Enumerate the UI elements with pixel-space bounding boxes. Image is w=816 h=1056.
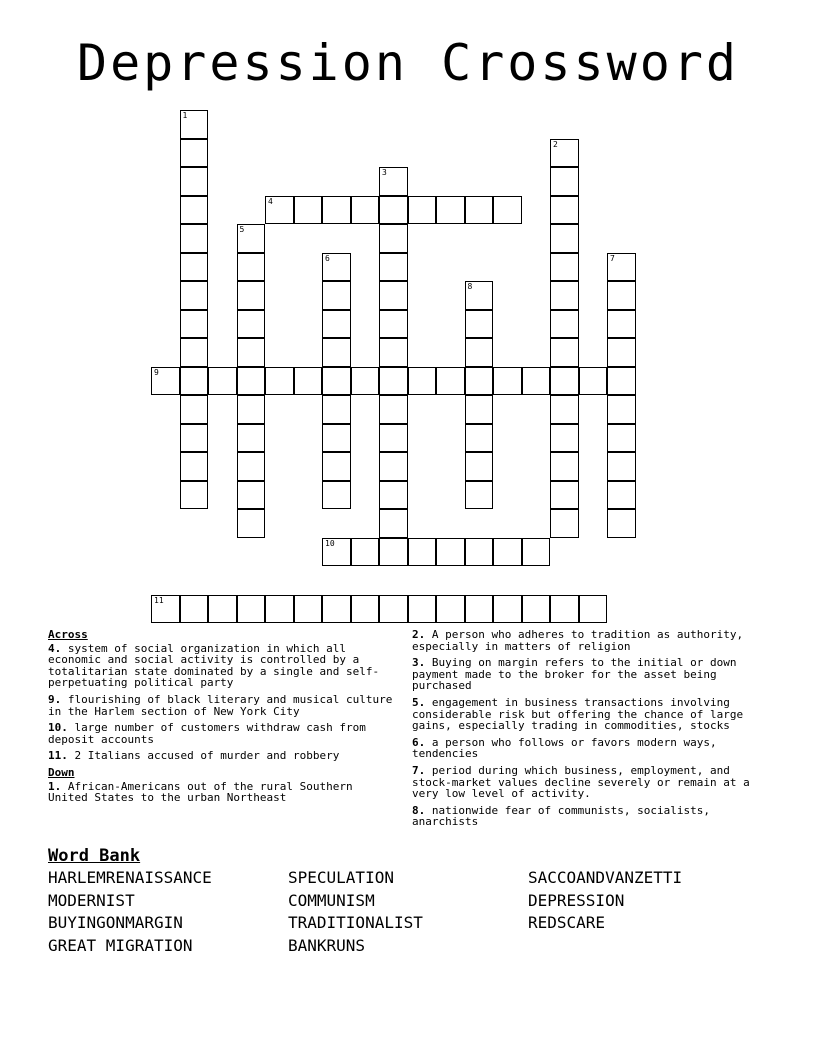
grid-cell[interactable]: [522, 367, 551, 396]
word-bank-entry: DEPRESSION: [528, 890, 625, 910]
clue-item: [412, 805, 772, 828]
grid-cell[interactable]: [180, 481, 209, 510]
clue-text: a person who follows or favors modern ways, tendencies: [412, 735, 717, 761]
grid-cell[interactable]: [379, 595, 408, 624]
grid-cell[interactable]: [237, 509, 266, 538]
grid-cell[interactable]: [436, 367, 465, 396]
word-bank-title: Word Bank: [48, 846, 141, 866]
grid-cell[interactable]: [579, 595, 608, 624]
grid-cell[interactable]: [237, 338, 266, 367]
grid-cell[interactable]: [550, 196, 579, 225]
clue-text: A person who adheres to tradition as authority, especially in matters of religion: [412, 628, 744, 653]
clue-text: Buying on margin refers to the initial or down payment made to the broker for the asset being purchased: [412, 656, 737, 693]
word-bank-entry: SPECULATION: [288, 868, 394, 887]
grid-cell[interactable]: [180, 224, 209, 253]
grid-cell[interactable]: [180, 595, 209, 624]
clue-text: flourishing of black literary and musical culture in the Harlem section of New York City: [48, 692, 393, 718]
grid-cell[interactable]: [550, 509, 579, 538]
grid-cell[interactable]: [180, 110, 209, 139]
grid-cell[interactable]: [408, 196, 437, 225]
grid-cell[interactable]: [607, 481, 636, 510]
grid-cell[interactable]: [237, 481, 266, 510]
grid-cell[interactable]: [180, 338, 209, 367]
grid-cell[interactable]: [379, 196, 408, 225]
clue-number: 11: [154, 595, 164, 605]
grid-cell[interactable]: [322, 253, 351, 282]
clue-text: African-Americans out of the rural Southern United States to the urban Northeast: [48, 779, 353, 805]
across-header: Across: [48, 628, 88, 641]
clue-number-label: 2.: [412, 628, 426, 641]
grid-cell[interactable]: [550, 395, 579, 424]
clue-text: period during which business, employment, and stock-market values decline severely or remain at a very low level of activity.: [412, 763, 750, 801]
grid-cell[interactable]: [351, 196, 380, 225]
grid-cell[interactable]: [465, 395, 494, 424]
grid-cell[interactable]: [237, 395, 266, 424]
grid-cell[interactable]: [436, 538, 465, 567]
word-bank-entry: BUYINGONMARGIN: [48, 913, 183, 933]
grid-cell[interactable]: [465, 367, 494, 396]
clue-number: 1: [182, 111, 188, 120]
grid-cell[interactable]: [379, 338, 408, 367]
grid-cell[interactable]: [550, 310, 579, 339]
grid-cell[interactable]: [465, 310, 494, 339]
grid-cell[interactable]: [180, 367, 209, 396]
grid-cell[interactable]: [237, 595, 266, 624]
grid-cell[interactable]: [237, 310, 266, 339]
grid-cell[interactable]: [379, 424, 408, 453]
grid-cell[interactable]: [322, 538, 351, 567]
grid-cell[interactable]: [408, 367, 437, 396]
grid-cell[interactable]: [550, 281, 579, 310]
grid-cell[interactable]: [322, 395, 351, 424]
word-bank-entry: HARLEMRENAISSANCE: [48, 868, 212, 887]
grid-cell[interactable]: [607, 367, 636, 396]
grid-cell[interactable]: [465, 452, 494, 481]
grid-cell[interactable]: [322, 452, 351, 481]
grid-cell[interactable]: [465, 196, 494, 225]
grid-cell[interactable]: [607, 452, 636, 481]
grid-cell[interactable]: [379, 509, 408, 538]
grid-cell[interactable]: [607, 424, 636, 453]
grid-cell[interactable]: [550, 338, 579, 367]
page-title: Depression Crossword: [76, 34, 740, 92]
clue-number-label: 3.: [412, 656, 426, 670]
grid-cell[interactable]: [607, 338, 636, 367]
grid-cell[interactable]: [550, 167, 579, 196]
grid-cell[interactable]: [180, 424, 209, 453]
grid-cell[interactable]: [322, 481, 351, 510]
grid-cell[interactable]: [322, 424, 351, 453]
grid-cell[interactable]: [465, 481, 494, 510]
down-clue-list-left: [48, 781, 393, 804]
grid-cell[interactable]: [493, 538, 522, 567]
grid-cell[interactable]: [294, 367, 323, 396]
grid-cell[interactable]: [322, 196, 351, 225]
grid-cell[interactable]: [237, 224, 266, 253]
clue-number-label: 4.: [48, 641, 62, 655]
grid-cell[interactable]: [351, 595, 380, 624]
grid-cell[interactable]: [237, 452, 266, 481]
clue-item: [48, 781, 393, 804]
clue-number: 2: [553, 139, 558, 149]
grid-cell[interactable]: [265, 367, 294, 396]
clue-number-label: 1.: [48, 779, 62, 793]
clues-right-column: [412, 629, 772, 833]
grid-cell[interactable]: [151, 367, 180, 396]
grid-cell[interactable]: [607, 509, 636, 538]
word-bank-entry: BANKRUNS: [288, 936, 366, 956]
clues-left-column: [48, 629, 393, 809]
grid-cell[interactable]: [237, 367, 266, 396]
grid-cell[interactable]: [379, 281, 408, 310]
clue-number: 8: [467, 282, 473, 291]
word-bank-entry: SACCOANDVANZETTI: [528, 868, 683, 887]
grid-cell[interactable]: [351, 367, 380, 396]
grid-cell[interactable]: [322, 595, 351, 624]
clue-item: [412, 697, 772, 732]
clue-item: [48, 694, 393, 717]
grid-cell[interactable]: [351, 538, 380, 567]
clue-text: large number of customers withdraw cash from deposit accounts: [48, 721, 366, 746]
grid-cell[interactable]: [379, 452, 408, 481]
clue-number: 9: [154, 367, 159, 377]
word-bank-entry: COMMUNISM: [288, 890, 375, 910]
clue-number: 7: [610, 253, 615, 263]
clue-text: nationwide fear of communists, socialists, anarchists: [412, 803, 711, 829]
grid-cell[interactable]: [379, 253, 408, 282]
grid-cell[interactable]: [408, 595, 437, 624]
clue-number-label: 8.: [412, 803, 426, 817]
grid-cell[interactable]: [465, 338, 494, 367]
grid-cell[interactable]: [265, 196, 294, 225]
grid-cell[interactable]: [180, 139, 209, 168]
clue-item: [412, 737, 772, 760]
grid-cell[interactable]: [550, 253, 579, 282]
grid-cell[interactable]: [522, 538, 551, 567]
grid-cell[interactable]: [550, 481, 579, 510]
clue-item: [412, 629, 772, 652]
clue-item: [48, 643, 393, 689]
grid-cell[interactable]: [208, 595, 237, 624]
clue-number-label: 6.: [412, 735, 426, 749]
grid-cell[interactable]: [294, 196, 323, 225]
grid-cell[interactable]: [379, 538, 408, 567]
across-clue-list: [48, 643, 393, 762]
grid-cell[interactable]: [294, 595, 323, 624]
grid-cell[interactable]: [550, 595, 579, 624]
grid-cell[interactable]: [379, 224, 408, 253]
grid-cell[interactable]: [579, 367, 608, 396]
grid-cell[interactable]: [465, 281, 494, 310]
grid-cell[interactable]: [322, 338, 351, 367]
grid-cell[interactable]: [436, 595, 465, 624]
clue-item: [48, 750, 393, 762]
word-bank-entry: TRADITIONALIST: [288, 913, 423, 933]
grid-cell[interactable]: [237, 253, 266, 282]
grid-cell[interactable]: [379, 167, 408, 196]
clue-number-label: 7.: [412, 763, 426, 777]
grid-cell[interactable]: [465, 538, 494, 567]
grid-cell[interactable]: [180, 253, 209, 282]
word-bank-entry: GREAT MIGRATION: [48, 936, 193, 956]
grid-cell[interactable]: [465, 424, 494, 453]
clue-number-label: 9.: [48, 692, 62, 706]
grid-cell[interactable]: [379, 481, 408, 510]
grid-cell[interactable]: [522, 595, 551, 624]
clue-item: [412, 765, 772, 800]
grid-cell[interactable]: [180, 167, 209, 196]
grid-cell[interactable]: [607, 310, 636, 339]
clue-number: 5: [239, 225, 245, 234]
grid-cell[interactable]: [493, 367, 522, 396]
word-bank-entry: MODERNIST: [48, 890, 135, 910]
grid-cell[interactable]: [408, 538, 437, 567]
grid-cell[interactable]: [180, 452, 209, 481]
down-clue-list-right: [412, 629, 772, 828]
grid-cell[interactable]: [208, 367, 237, 396]
grid-cell[interactable]: [237, 281, 266, 310]
grid-cell[interactable]: [607, 395, 636, 424]
grid-cell[interactable]: [550, 424, 579, 453]
grid-cell[interactable]: [322, 367, 351, 396]
grid-cell[interactable]: [265, 595, 294, 624]
clue-text: 2 Italians accused of murder and robbery: [67, 749, 340, 763]
grid-cell[interactable]: [322, 281, 351, 310]
grid-cell[interactable]: [436, 196, 465, 225]
grid-cell[interactable]: [607, 281, 636, 310]
clue-item: [412, 657, 772, 692]
clue-number-label: 10.: [48, 721, 68, 735]
clue-item: [48, 722, 393, 745]
clue-number: 10: [325, 538, 335, 548]
word-bank-entry: REDSCARE: [528, 913, 606, 933]
clue-text: system of social organization in which all economic and social activity is controlled by a totalitarian state dominated by a single and self-perpetuating political party: [48, 641, 380, 690]
clue-number: 3: [382, 168, 387, 177]
grid-cell[interactable]: [151, 595, 180, 624]
grid-cell[interactable]: [180, 281, 209, 310]
grid-cell[interactable]: [493, 196, 522, 225]
grid-cell[interactable]: [379, 367, 408, 396]
grid-cell[interactable]: [379, 310, 408, 339]
clue-number-label: 11.: [48, 749, 68, 763]
grid-cell[interactable]: [550, 367, 579, 396]
grid-cell[interactable]: [465, 595, 494, 624]
clue-number-label: 5.: [412, 695, 426, 709]
grid-cell[interactable]: [607, 253, 636, 282]
clue-number: 4: [268, 196, 273, 206]
grid-cell[interactable]: [322, 310, 351, 339]
clue-number: 6: [325, 253, 330, 263]
grid-cell[interactable]: [550, 452, 579, 481]
grid-cell[interactable]: [180, 310, 209, 339]
clue-text: engagement in business transactions involving considerable risk but offering the chance of large gains, especially trading in commodities, stocks: [412, 695, 744, 733]
grid-cell[interactable]: [550, 224, 579, 253]
grid-cell[interactable]: [493, 595, 522, 624]
down-header: Down: [48, 765, 75, 779]
grid-cell[interactable]: [180, 196, 209, 225]
grid-cell[interactable]: [550, 139, 579, 168]
grid-cell[interactable]: [180, 395, 209, 424]
grid-cell[interactable]: [237, 424, 266, 453]
grid-cell[interactable]: [379, 395, 408, 424]
